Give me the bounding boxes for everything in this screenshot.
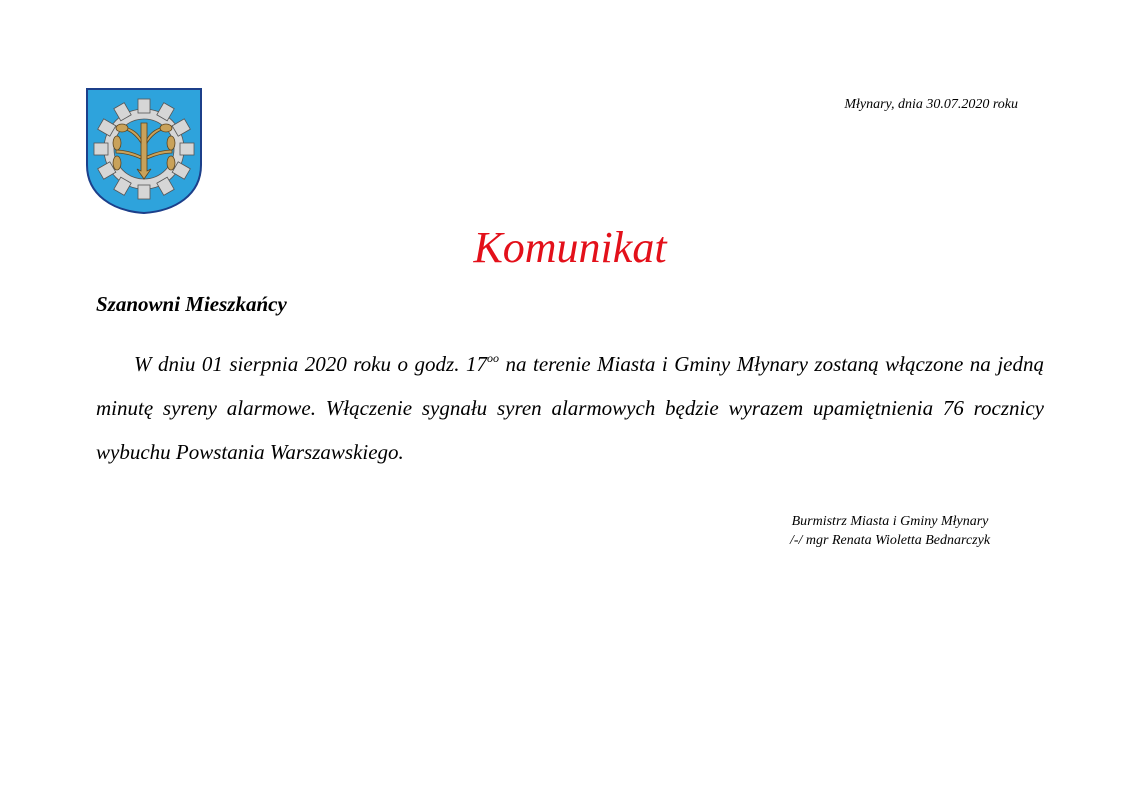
shield-gear-tree-icon [85, 87, 203, 215]
time-superscript: oo [486, 351, 499, 365]
coat-of-arms-logo [85, 87, 203, 215]
document-title: Komunikat [473, 223, 667, 272]
greeting: Szanowni Mieszkańcy [96, 292, 287, 316]
body-part-2: na terenie Miasta i Gminy Młynary zostaną włączone na jedną minutę syreny alarmowe. Włączenie sygnału syren alarmowych będzie wyrazem upamiętnienia 76 rocznicy wybuchu Powstania Warszawskiego. [96, 352, 1044, 464]
announcement-body [96, 342, 1044, 474]
signature-title: Burmistrz Miasta i Gminy Młynary [791, 514, 989, 529]
signature-name: /-/ mgr Renata Wioletta Bednarczyk [789, 533, 991, 548]
date-line: Młynary, dnia 30.07.2020 roku [844, 97, 1018, 112]
signature-block [760, 512, 1020, 550]
body-part-1: W dniu 01 sierpnia 2020 roku o godz. 17 [134, 352, 487, 376]
